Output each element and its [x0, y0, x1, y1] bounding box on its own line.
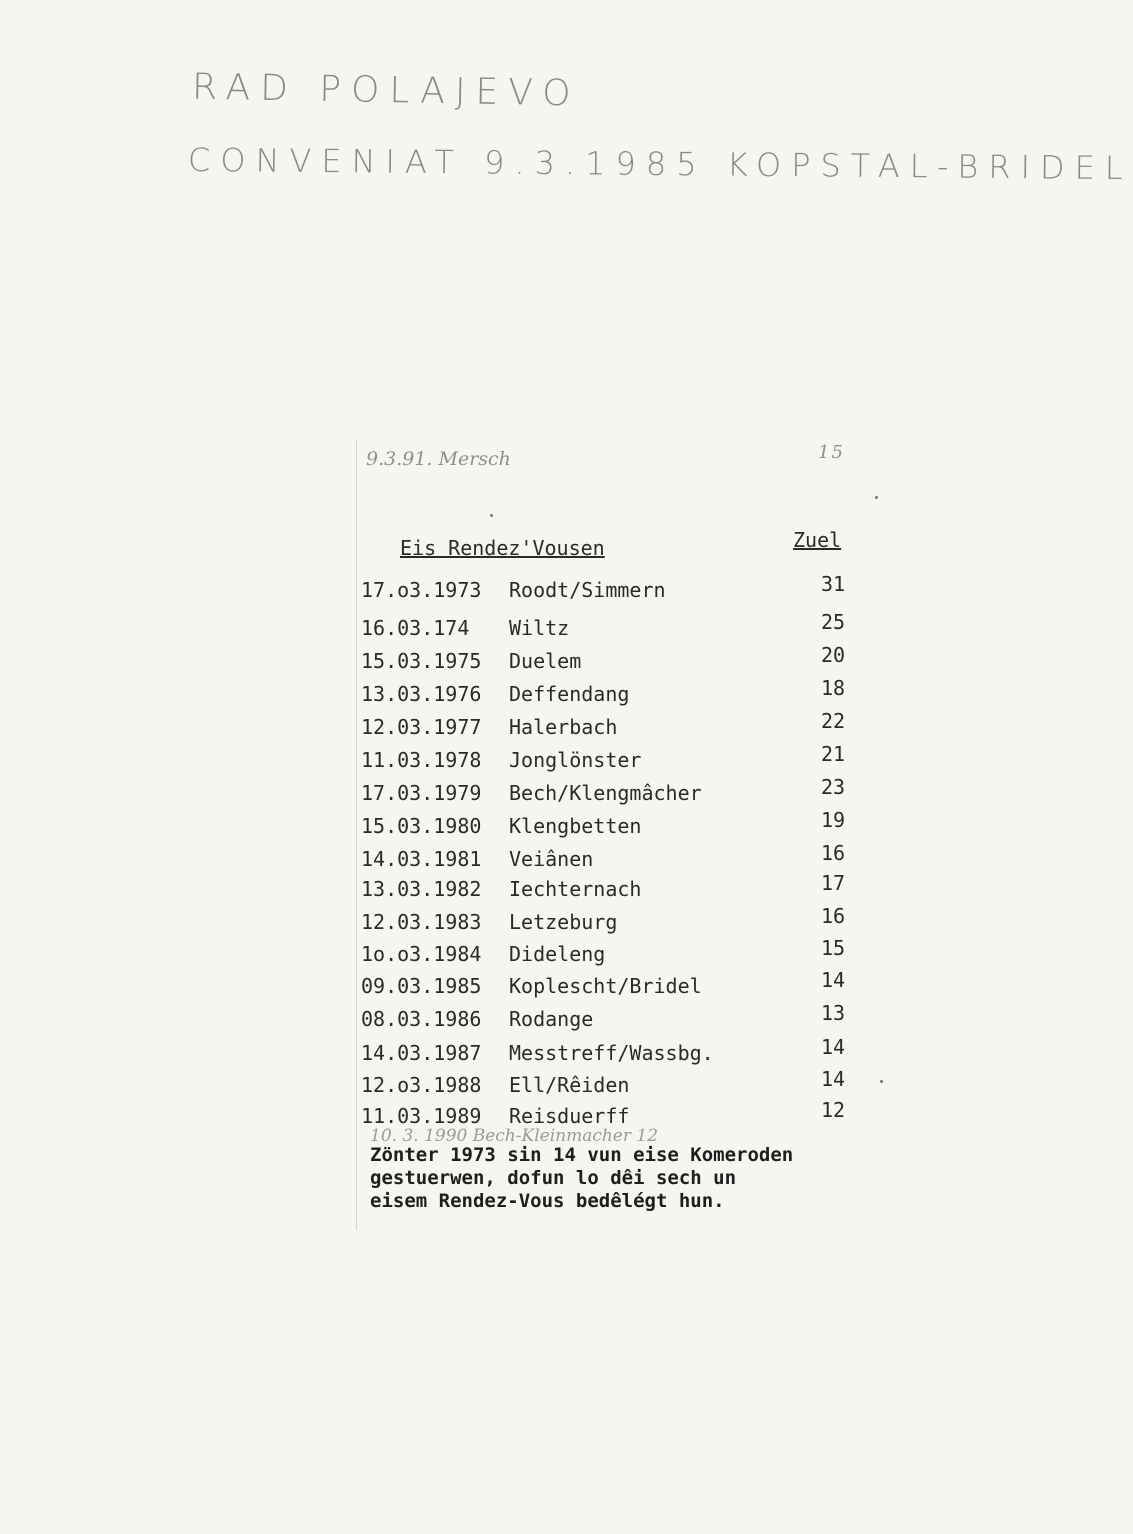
ink-speck — [875, 496, 878, 499]
table-row — [361, 1001, 861, 1035]
row-place: Jonglönster — [509, 748, 642, 772]
row-place: Reisduerff — [509, 1104, 630, 1128]
table-row — [361, 572, 861, 606]
row-place: Duelem — [509, 649, 582, 673]
row-count: 22 — [821, 709, 846, 733]
row-count: 31 — [821, 572, 846, 596]
row-place: Letzeburg — [509, 910, 618, 934]
pasted-sheet-edge — [356, 440, 357, 1230]
handwritten-title-line-2: CONVENIAT 9.3.1985 KOPSTAL-BRIDEL — [187, 140, 1133, 188]
row-date: 14.03.1987 — [361, 1041, 482, 1065]
row-count: 16 — [821, 841, 846, 865]
row-date: 13.03.1976 — [361, 682, 482, 706]
table-row — [361, 936, 861, 970]
row-count: 18 — [821, 676, 846, 700]
count-column-heading: Zuel — [793, 528, 842, 552]
summary-line-1: Zönter 1973 sin 14 vun eise Komeroden — [370, 1144, 794, 1166]
row-count: 14 — [821, 1067, 846, 1091]
row-place: Koplescht/Bridel — [509, 974, 702, 998]
table-row — [361, 742, 861, 776]
table-row — [361, 1067, 861, 1101]
table-row — [361, 643, 861, 677]
ink-speck — [490, 514, 493, 517]
row-count: 19 — [821, 808, 846, 832]
row-place: Iechternach — [509, 877, 642, 901]
row-date: 17.03.1979 — [361, 781, 482, 805]
row-place: Rodange — [509, 1007, 594, 1031]
table-row — [361, 808, 861, 842]
row-date: 08.03.1986 — [361, 1007, 482, 1031]
summary-line-2: gestuerwen, dofun lo dêi sech un — [370, 1167, 737, 1189]
row-count: 23 — [821, 775, 846, 799]
row-date: 1o.o3.1984 — [361, 942, 482, 966]
table-row — [361, 841, 861, 875]
row-date: 12.o3.1988 — [361, 1073, 482, 1097]
row-date: 15.03.1980 — [361, 814, 482, 838]
row-place: Roodt/Simmern — [509, 578, 666, 602]
table-row — [361, 775, 861, 809]
row-place: Bech/Klengmâcher — [509, 781, 702, 805]
row-place: Ell/Rêiden — [509, 1073, 630, 1097]
row-date: 13.03.1982 — [361, 877, 482, 901]
handwritten-title-line-1: RAD POLAJEVO — [191, 66, 581, 115]
row-place: Messtreff/Wassbg. — [509, 1041, 714, 1065]
handwritten-note-bottom: 10. 3. 1990 Bech-Kleinmacher 12 — [370, 1126, 659, 1146]
row-count: 17 — [821, 871, 846, 895]
row-count: 13 — [821, 1001, 846, 1025]
row-place: Halerbach — [509, 715, 618, 739]
table-row — [361, 1035, 861, 1069]
row-date: 09.03.1985 — [361, 974, 482, 998]
table-row — [361, 709, 861, 743]
row-count: 21 — [821, 742, 846, 766]
table-heading: Eis Rendez'Vousen — [400, 536, 605, 560]
table-row — [361, 968, 861, 1002]
row-date: 15.03.1975 — [361, 649, 482, 673]
summary-line-3: eisem Rendez-Vous bedêlégt hun. — [370, 1190, 725, 1212]
row-count: 25 — [821, 610, 846, 634]
row-date: 16.03.174 — [361, 616, 470, 640]
handwritten-note-top-left: 9.3.91. Mersch — [366, 448, 511, 470]
row-place: Klengbetten — [509, 814, 642, 838]
table-row — [361, 676, 861, 710]
row-date: 17.o3.1973 — [361, 578, 482, 602]
row-place: Wiltz — [509, 616, 570, 640]
row-count: 16 — [821, 904, 846, 928]
handwritten-note-top-right: 15 — [818, 442, 845, 463]
row-date: 11.03.1978 — [361, 748, 482, 772]
row-count: 14 — [821, 1035, 846, 1059]
table-row — [361, 610, 861, 644]
row-date: 12.03.1983 — [361, 910, 482, 934]
row-count: 12 — [821, 1098, 846, 1122]
table-row — [361, 871, 861, 905]
ink-speck — [880, 1080, 883, 1083]
row-count: 15 — [821, 936, 846, 960]
table-row — [361, 904, 861, 938]
row-place: Veiânen — [509, 847, 594, 871]
row-count: 20 — [821, 643, 846, 667]
row-date: 14.03.1981 — [361, 847, 482, 871]
row-date: 12.03.1977 — [361, 715, 482, 739]
summary-paragraph — [370, 1144, 793, 1213]
row-date: 11.03.1989 — [361, 1104, 482, 1128]
row-place: Dideleng — [509, 942, 606, 966]
row-place: Deffendang — [509, 682, 630, 706]
row-count: 14 — [821, 968, 846, 992]
